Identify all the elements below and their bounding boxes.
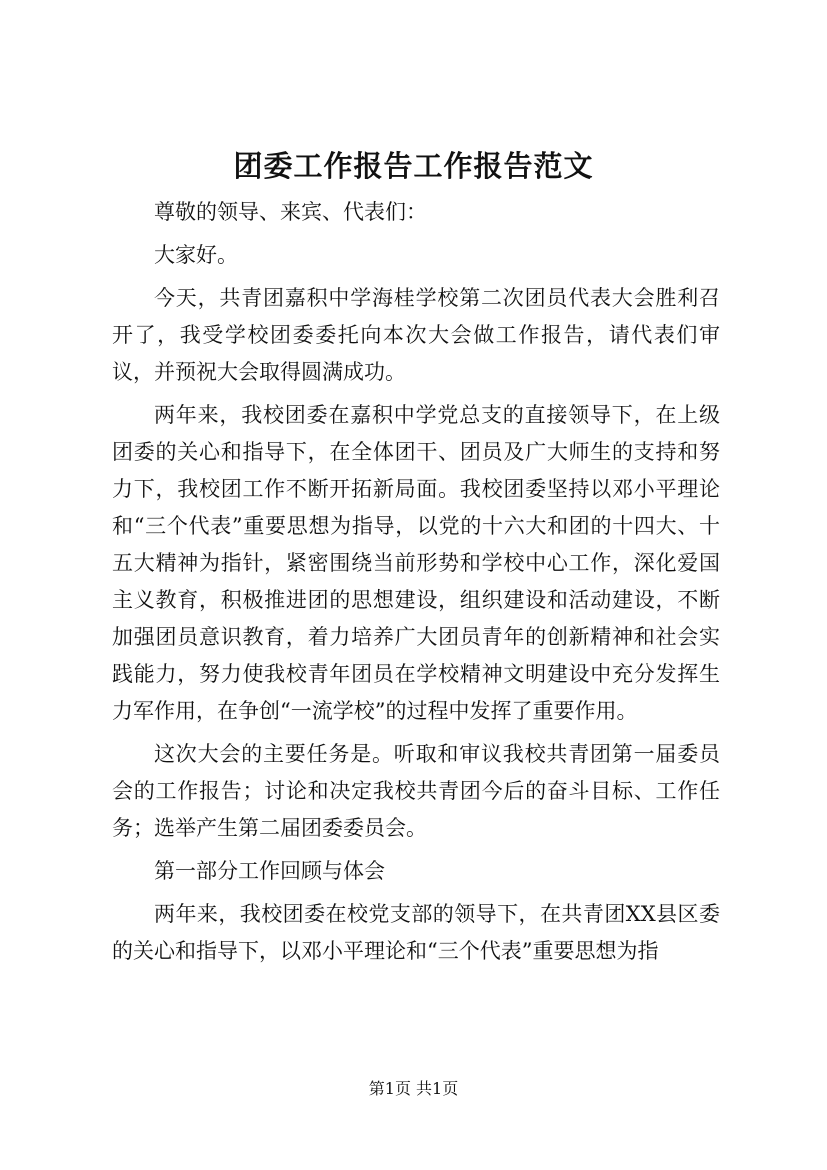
section-heading: 第一部分工作回顾与体会	[154, 859, 385, 883]
paragraph-salutation: 尊敬的领导、来宾、代表们：	[154, 200, 427, 224]
paragraph-tasks: 这次大会的主要任务是。听取和审议我校共青团第一届委员会的工作报告；讨论和决定我校共青团今后的奋斗目标、工作任务；选举产生第二届团委委员会。	[112, 742, 720, 840]
paragraph-section-start: 两年来，我校团委在校党支部的领导下，在共青团XX县区委的关心和指导下，以邓小平理论和“三个代表”重要思想为指	[112, 902, 720, 963]
paragraph-greeting: 大家好。	[154, 243, 238, 267]
document-title: 团委工作报告工作报告范文	[233, 149, 594, 183]
page-footer: 第1页 共1页	[368, 1079, 459, 1098]
paragraph-review: 两年来，我校团委在嘉积中学党总支的直接领导下，在上级团委的关心和指导下，在全体团干、团员及广大师生的支持和努力下，我校团工作不断开拓新局面。我校团委坚持以邓小平理论和“三个代表”重要思想为指导，以党的十六大和团的十四大、十五大精神为指针，紧密围绕当前形势和学校中心工作，深化爱国主义教育，积极推进团的思想建设，组织建设和活动建设，不断加强团员意识教育，着力培养广大团员青年的创新精神和社会实践能力，努力使我校青年团员在学校精神文明建设中充分发挥生力军作用，在争创“一流学校”的过程中发挥了重要作用。	[112, 403, 720, 723]
paragraph-opening: 今天，共青团嘉积中学海桂学校第二次团员代表大会胜利召开了，我受学校团委委托向本次大会做工作报告，请代表们审议，并预祝大会取得圆满成功。	[112, 286, 720, 384]
document-body	[112, 194, 720, 976]
